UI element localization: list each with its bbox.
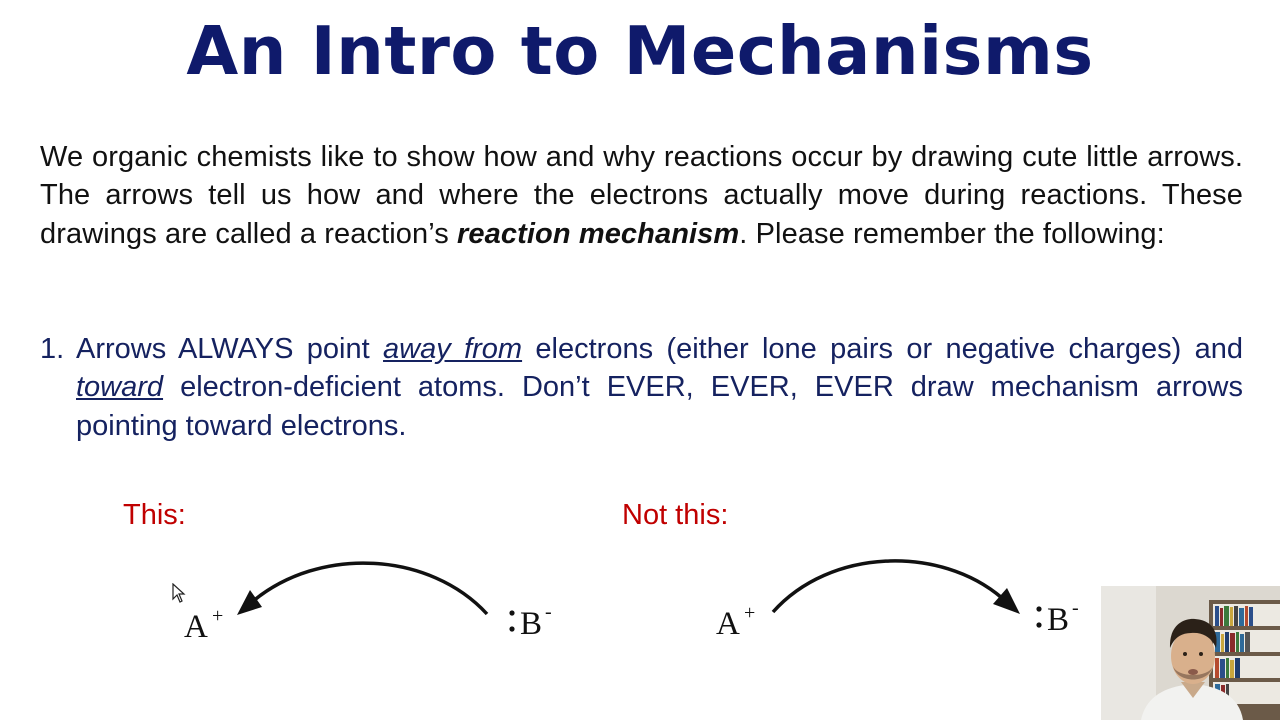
anion-charge-incorrect: -: [1072, 597, 1079, 619]
example-incorrect-label: Not this:: [622, 499, 729, 531]
anion-b-incorrect: B: [1047, 602, 1070, 638]
anion-b-correct: B: [520, 606, 543, 642]
slide-title: An Intro to Mechanisms: [186, 12, 1094, 90]
mouse-cursor-icon: [172, 583, 188, 605]
rule-text-1: Arrows ALWAYS point: [76, 333, 384, 365]
example-incorrect-scheme: [716, 561, 1079, 642]
rule-text-3: electron-deficient atoms. Don’t EVER, EVER, EVER draw mechanism arrows pointing toward electrons.: [76, 371, 1243, 442]
presenter-illustration: [1101, 586, 1280, 720]
cation-charge-correct: +: [212, 605, 224, 627]
webcam-presenter-video: [1101, 586, 1280, 720]
intro-text-2: . Please remember the following:: [739, 217, 1165, 250]
example-correct-scheme: [184, 563, 552, 645]
cation-a-incorrect: A: [716, 606, 740, 642]
rule-text-2: electrons (either lone pairs or negative charges) and: [522, 333, 1243, 365]
correct-arrow-curve: [252, 563, 487, 614]
cation-a-correct: A: [184, 609, 208, 645]
incorrect-arrow-curve: [773, 561, 1002, 612]
example-correct-label: This:: [123, 499, 186, 531]
intro-text-1: We organic chemists like to show how and why reactions occur by drawing cute little arrows. The arrows tell us how and where the electrons actually move during reactions. These drawings are called a reaction’s: [40, 141, 1243, 250]
lone-pair-dot: [509, 610, 514, 615]
rule-underline-toward: toward: [76, 371, 164, 404]
lone-pair-dot: [1036, 606, 1041, 611]
lone-pair-dot: [509, 626, 514, 631]
lone-pair-dot: [1036, 622, 1041, 627]
anion-charge-correct: -: [545, 601, 552, 623]
rule-number: 1.: [40, 333, 65, 365]
cation-charge-incorrect: +: [744, 602, 756, 624]
correct-arrowhead: [237, 590, 262, 615]
rule-underline-away-from: away from: [383, 333, 523, 365]
intro-emphasis: reaction mechanism: [457, 217, 740, 250]
